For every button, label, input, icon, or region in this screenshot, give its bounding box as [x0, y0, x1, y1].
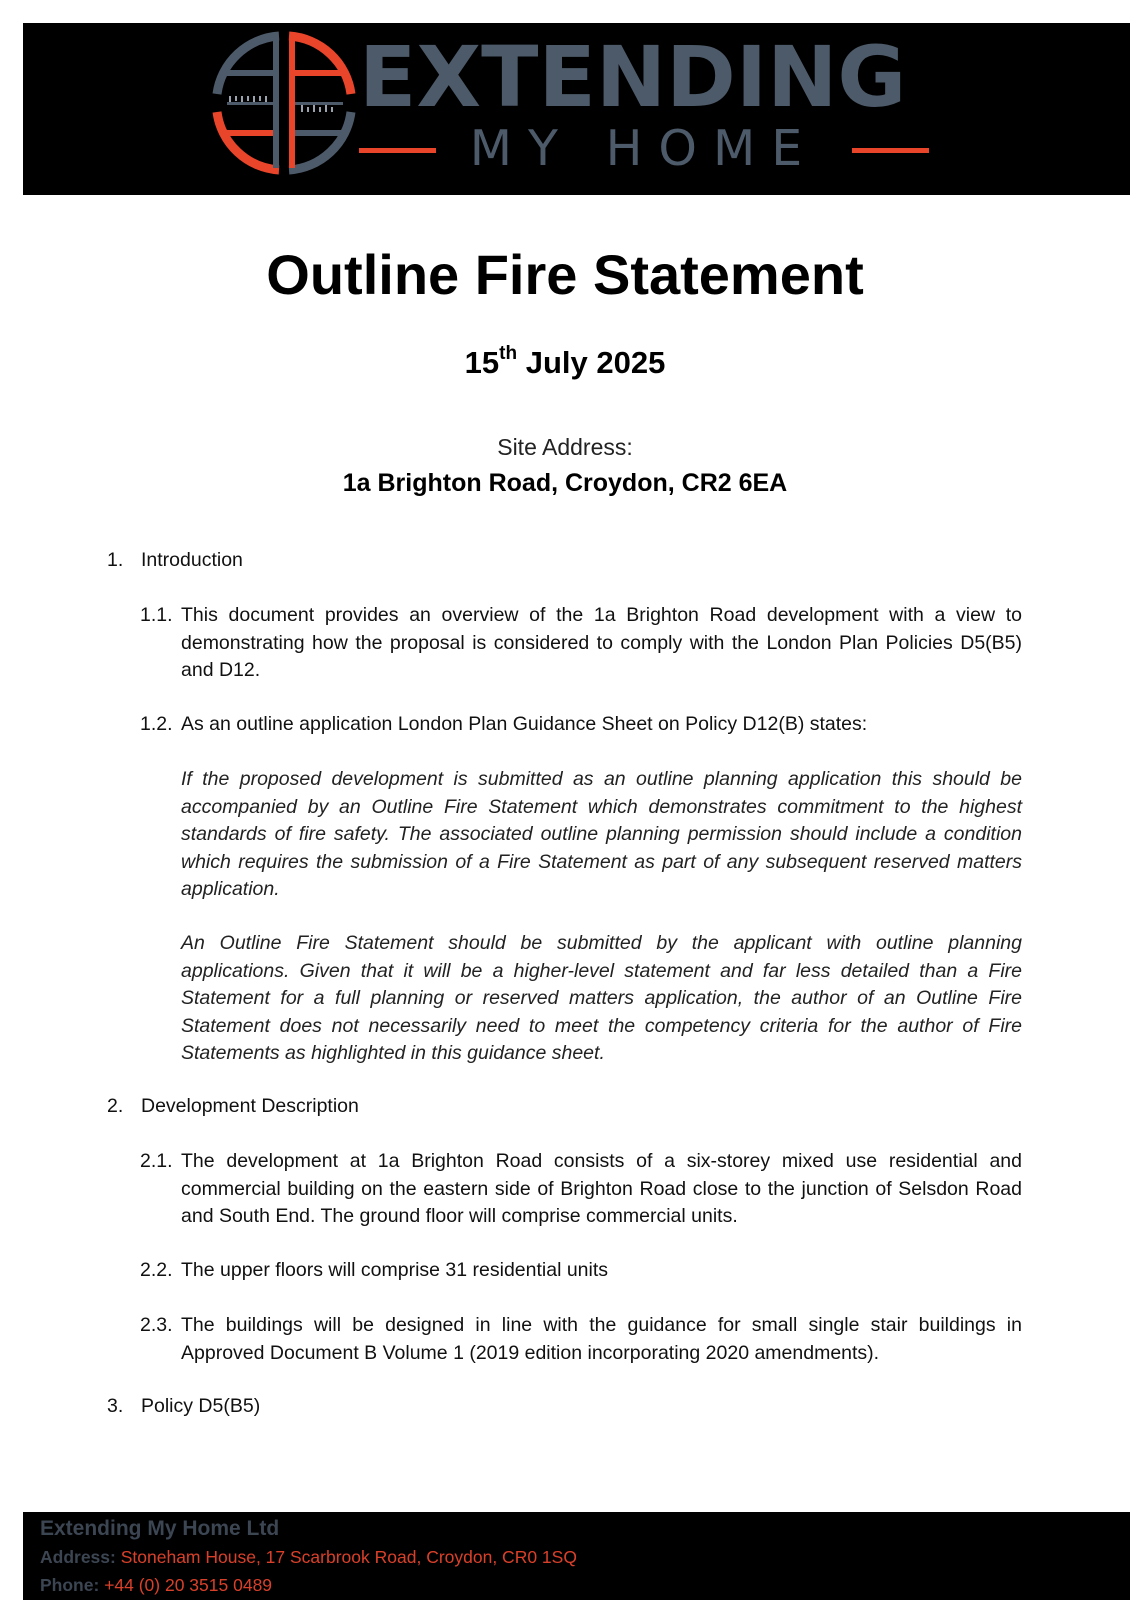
paragraph-text: The upper floors will comprise 31 residential units	[181, 1259, 609, 1281]
section-heading-2	[107, 1093, 1007, 1121]
footer-address-value: Stoneham House, 17 Scarbrook Road, Croydon, CR0 1SQ	[120, 1547, 577, 1567]
paragraph-number: 2.2.	[140, 1259, 173, 1281]
paragraph-1-2	[140, 711, 1022, 739]
section-heading-3	[107, 1393, 1007, 1421]
site-address-label: Site Address:	[497, 434, 633, 460]
paragraph-1-1	[140, 602, 1022, 685]
section-number: 1.	[107, 549, 124, 571]
logo-subtitle: MY HOME	[469, 120, 819, 177]
header-banner	[23, 23, 1130, 195]
guidance-quote-1: If the proposed development is submitted as an outline planning application this should be accompanied by an Outline Fire Statement which demonstrates commitment to the highest standards of fire safety. The associated outline planning permission should include a condition which requires the submission of a Fire Statement as part of any subsequent reserved matters application.	[181, 768, 1022, 900]
paragraph-text: The development at 1a Brighton Road consists of a six-storey mixed use residential and commercial building on the eastern side of Brighton Road close to the junction of Selsdon Road and South End. The ground floor will comprise commercial units.	[181, 1150, 1022, 1227]
paragraph-2-1	[140, 1148, 1022, 1231]
section-title: Policy D5(B5)	[141, 1395, 261, 1417]
date-suffix: th	[499, 343, 518, 364]
footer-phone	[40, 1573, 272, 1597]
logo-dash-left	[359, 148, 436, 153]
footer-phone-value[interactable]: +44 (0) 20 3515 0489	[104, 1575, 273, 1595]
site-address: 1a Brighton Road, Croydon, CR2 6EA	[342, 469, 788, 497]
logo-wordmark: EXTENDING	[359, 28, 907, 126]
footer-address-label: Address:	[40, 1547, 116, 1567]
document-date	[0, 343, 1130, 383]
paragraph-number: 1.1.	[140, 604, 173, 626]
paragraph-2-2	[140, 1257, 1022, 1285]
paragraph-number: 2.1.	[140, 1150, 173, 1172]
section-number: 2.	[107, 1095, 124, 1117]
section-title: Development Description	[141, 1095, 359, 1117]
footer-banner	[23, 1512, 1130, 1600]
section-title: Introduction	[141, 549, 243, 571]
guidance-quote-2: An Outline Fire Statement should be submitted by the applicant with outline planning applications. Given that it will be a higher-level statement and far less detailed than a Fire Statement for a full planning or reserved matters application, the author of an Outline Fire Statement does not necessarily need to meet the competency criteria for the author of Fire Statements as highlighted in this guidance sheet.	[181, 932, 1022, 1064]
section-heading-1	[107, 547, 1007, 575]
paragraph-text: The buildings will be designed in line with the guidance for small single stair buildings in Approved Document B Volume 1 (2019 edition incorporating 2020 amendments).	[181, 1314, 1022, 1364]
section-number: 3.	[107, 1395, 124, 1417]
footer-address	[40, 1545, 577, 1569]
paragraph-2-3	[140, 1312, 1022, 1368]
logo-subline	[359, 121, 929, 177]
paragraph-text: As an outline application London Plan Guidance Sheet on Policy D12(B) states:	[181, 713, 868, 735]
date-month-year: July 2025	[517, 345, 666, 380]
paragraph-number: 1.2.	[140, 713, 173, 735]
logo-emblem-icon	[209, 28, 359, 178]
paragraph-text: This document provides an overview of the 1a Brighton Road development with a view to demonstrating how the proposal is considered to comply with the London Plan Policies D5(B5) and D12.	[181, 604, 1022, 681]
footer-company-name: Extending My Home Ltd	[40, 1517, 280, 1540]
paragraph-number: 2.3.	[140, 1314, 173, 1336]
footer-phone-label: Phone:	[40, 1575, 100, 1595]
logo-dash-right	[852, 148, 929, 153]
page-title: Outline Fire Statement	[266, 243, 864, 306]
date-day: 15	[464, 345, 500, 380]
